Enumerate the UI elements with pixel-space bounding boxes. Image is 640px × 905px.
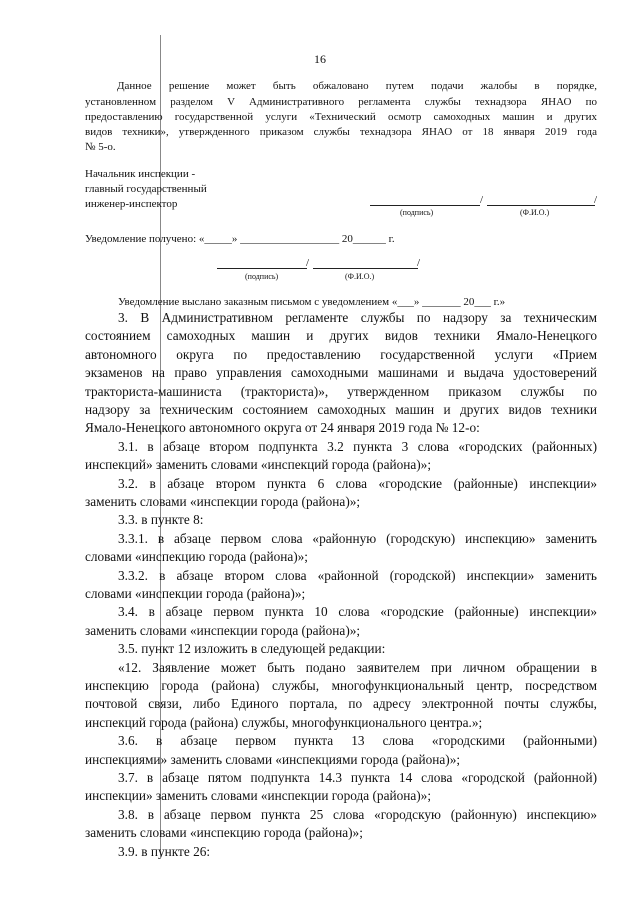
name-caption: (Ф.И.О.) — [520, 208, 550, 217]
body-line: 3.2. в абзаце втором пункта 6 слова «городские (районные) инспекции» — [118, 475, 597, 491]
body-line: 3.7. в абзаце пятом подпункта 14.3 пункта 14 слова «городской (районной) — [118, 770, 597, 785]
body-line: 3.5. пункт 12 изложить в следующей редакции: — [118, 641, 386, 657]
signatory-line: Начальник инспекции - — [85, 168, 196, 180]
notice-sent: Уведомление выслано заказным письмом с уведомлением «___» _______ 20___ г.» — [118, 296, 506, 308]
appeal-line: Данное решение может быть обжаловано путем подачи жалобы в порядке, — [117, 80, 597, 92]
body-line: инспекции» заменить словами «инспекции города (района)»; — [85, 788, 432, 804]
body-line: инспекций» заменить словами «инспекций города (района)»; — [85, 457, 432, 473]
appeal-line: предоставлению государственной услуги «Технический осмотр самоходных машин и других — [85, 111, 597, 123]
signatory-line: инженер-инспектор — [85, 198, 178, 210]
notice-name-caption: (Ф.И.О.) — [345, 272, 375, 281]
body-line: 3.4. в абзаце первом пункта 10 слова «городские (районные) инспекции» — [118, 604, 597, 620]
name-blank — [487, 205, 595, 206]
body-line: заменить словами «инспекции города (района)»; — [85, 622, 361, 638]
notice-received: Уведомление получено: «_____» __________________ 20______ г. — [85, 233, 395, 245]
body-line: экзаменов на право управления самоходными машинами и выдача удостоверений — [85, 365, 597, 381]
body-line: 3.3.1. в абзаце первом слова «районную (городскую) инспекцию» заменить — [118, 530, 597, 546]
signature-blank — [370, 205, 480, 206]
body-line: инспекциями» заменить словами «инспекциями города (района)»; — [85, 751, 461, 767]
body-line: автономного округа по предоставлению государственной услуги «Прием — [85, 346, 597, 362]
notice-signature-blank — [217, 268, 307, 269]
notice-signature-caption: (подпись) — [245, 272, 279, 281]
notice-separator: / — [306, 257, 310, 269]
body-line: почтовой связи, либо Единого портала, по адресу электронной почты службы, — [85, 696, 597, 712]
signature-caption: (подпись) — [400, 208, 434, 217]
body-line: заменить словами «инспекцию города (района)»; — [85, 825, 363, 841]
body-line: 3. В Административном регламенте службы по надзору за техническим — [118, 310, 597, 325]
body-line: 3.6. в абзаце первом пункта 13 слова «городскими (районными) — [118, 733, 597, 749]
signatory-line: главный государственный — [85, 183, 207, 195]
appeal-line: установленном разделом V Административного регламента службы технадзора ЯНАО по — [85, 96, 597, 108]
body-line: словами «инспекцию города (района)»; — [85, 549, 309, 565]
appeal-line: видов техники», утвержденного приказом службы технадзора ЯНАО от 18 января 2019 года — [85, 126, 597, 138]
notice-separator: / — [417, 257, 421, 269]
body-line: 3.3. в пункте 8: — [118, 512, 204, 528]
body-line: надзору за техническим состоянием самоходных машин и других видов техники — [85, 402, 597, 417]
body-line: 3.8. в абзаце первом пункта 25 слова «городскую (районную) инспекцию» — [118, 806, 597, 822]
signature-separator: / — [480, 194, 484, 206]
body-line: заменить словами «инспекции города (района)»; — [85, 494, 361, 509]
body-line: состоянием самоходных машин и других видов техники Ямало-Ненецкого — [85, 328, 597, 344]
page-number: 16 — [314, 52, 326, 66]
body-line: Ямало-Ненецкого автономного округа от 24 января 2019 года № 12-о: — [85, 420, 480, 436]
body-line: тракториста-машиниста (тракториста)», утвержденном приказом службы по — [85, 383, 597, 399]
notice-name-blank — [313, 268, 418, 269]
signature-separator: / — [594, 194, 598, 206]
body-line: 3.1. в абзаце втором подпункта 3.2 пункта 3 слова «городских (районных) — [118, 438, 597, 454]
body-line: 3.3.2. в абзаце втором слова «районной (городской) инспекции» заменить — [118, 567, 597, 583]
body-line: словами «инспекции города (района)»; — [85, 586, 306, 601]
body-line: инспекций города (района) службы, многофункционального центра.»; — [85, 714, 483, 730]
body-line: 3.9. в пункте 26: — [118, 843, 211, 859]
body-line: «12. Заявление может быть подано заявителем при личном обращении в — [118, 659, 597, 675]
body-line: инспекцию города (района) службы, многофункциональный центр, посредством — [85, 678, 597, 693]
appeal-line-last: № 5-о. — [85, 141, 116, 153]
